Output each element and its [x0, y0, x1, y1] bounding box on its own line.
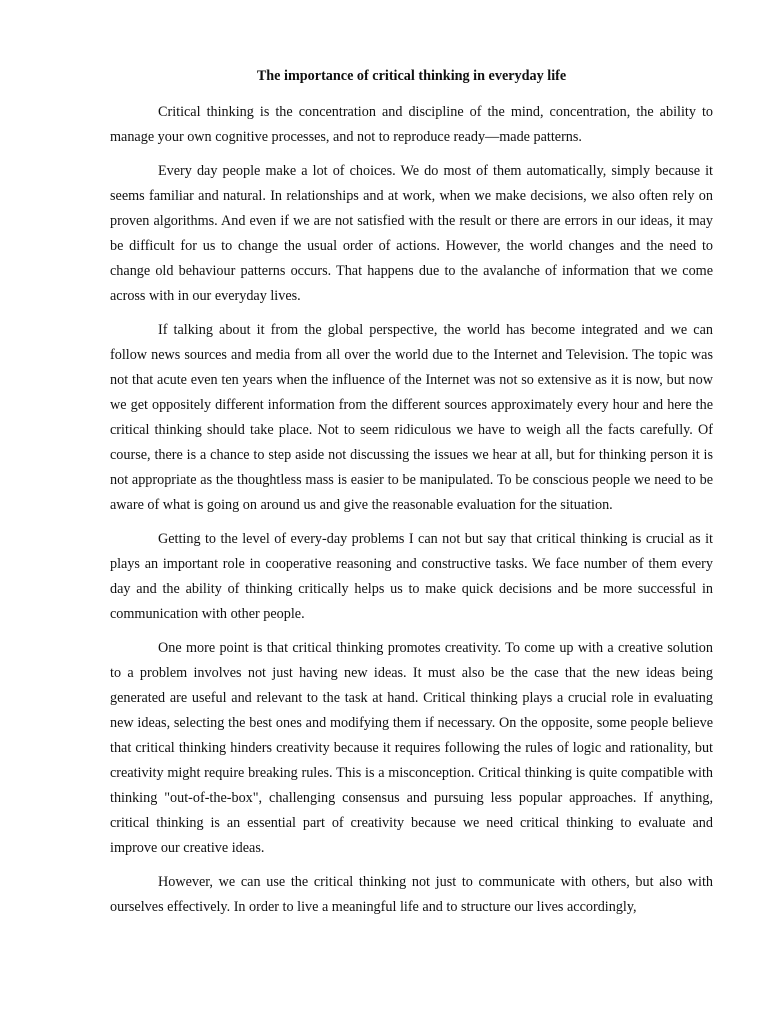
paragraph: However, we can use the critical thinking not just to communicate with others, but also with ourselves effectively. In order to live a meaningful life and to structure our lives accordingly,	[110, 874, 713, 915]
paragraph: Getting to the level of every-day problems I can not but say that critical thinking is crucial as it plays an important role in cooperative reasoning and constructive tasks. We face number of them every day and the ability of thinking critically helps us to make quick decisions and be more successful in communication with other people.	[110, 531, 713, 622]
paragraph: Every day people make a lot of choices. We do most of them automatically, simply because it seems familiar and natural. In relationships and at work, when we make decisions, we also often rely on proven algorithms. And even if we are not satisfied with the result or there are errors in our ideas, it may be difficult for us to change the usual order of actions. However, the world changes and the need to change old behaviour patterns occurs. That happens due to the avalanche of information that we come across with in our everyday lives.	[110, 163, 713, 304]
document-title: The importance of critical thinking in everyday life	[256, 68, 567, 84]
paragraph: Critical thinking is the concentration and discipline of the mind, concentration, the ability to manage your own cognitive processes, and not to reproduce ready—made patterns.	[110, 104, 713, 145]
document-body	[110, 100, 713, 929]
paragraph: One more point is that critical thinking promotes creativity. To come up with a creative solution to a problem involves not just having new ideas. It must also be the case that the new ideas being generated are useful and relevant to the task at hand. Critical thinking plays a crucial role in evaluating new ideas, selecting the best ones and modifying them if necessary. On the opposite, some people believe that critical thinking hinders creativity because it requires following the rules of logic and rationality, but creativity might require breaking rules. This is a misconception. Critical thinking is quite compatible with thinking "out-of-the-box", challenging consensus and pursuing less popular approaches. If anything, critical thinking is an essential part of creativity because we need critical thinking to evaluate and improve our creative ideas.	[110, 640, 713, 856]
paragraph: If talking about it from the global perspective, the world has become integrated and we can follow news sources and media from all over the world due to the Internet and Television. The topic was not that acute even ten years when the influence of the Internet was not so extensive as it is now, but now we get oppositely different information from the different sources approximately every hour and here the critical thinking should take place. Not to seem ridiculous we have to weigh all the facts carefully. Of course, there is a chance to step aside not discussing the issues we hear at all, but for thinking person it is not appropriate as the thoughtless mass is easier to be manipulated. To be conscious people we need to be aware of what is going on around us and give the reasonable evaluation for the situation.	[110, 322, 713, 513]
